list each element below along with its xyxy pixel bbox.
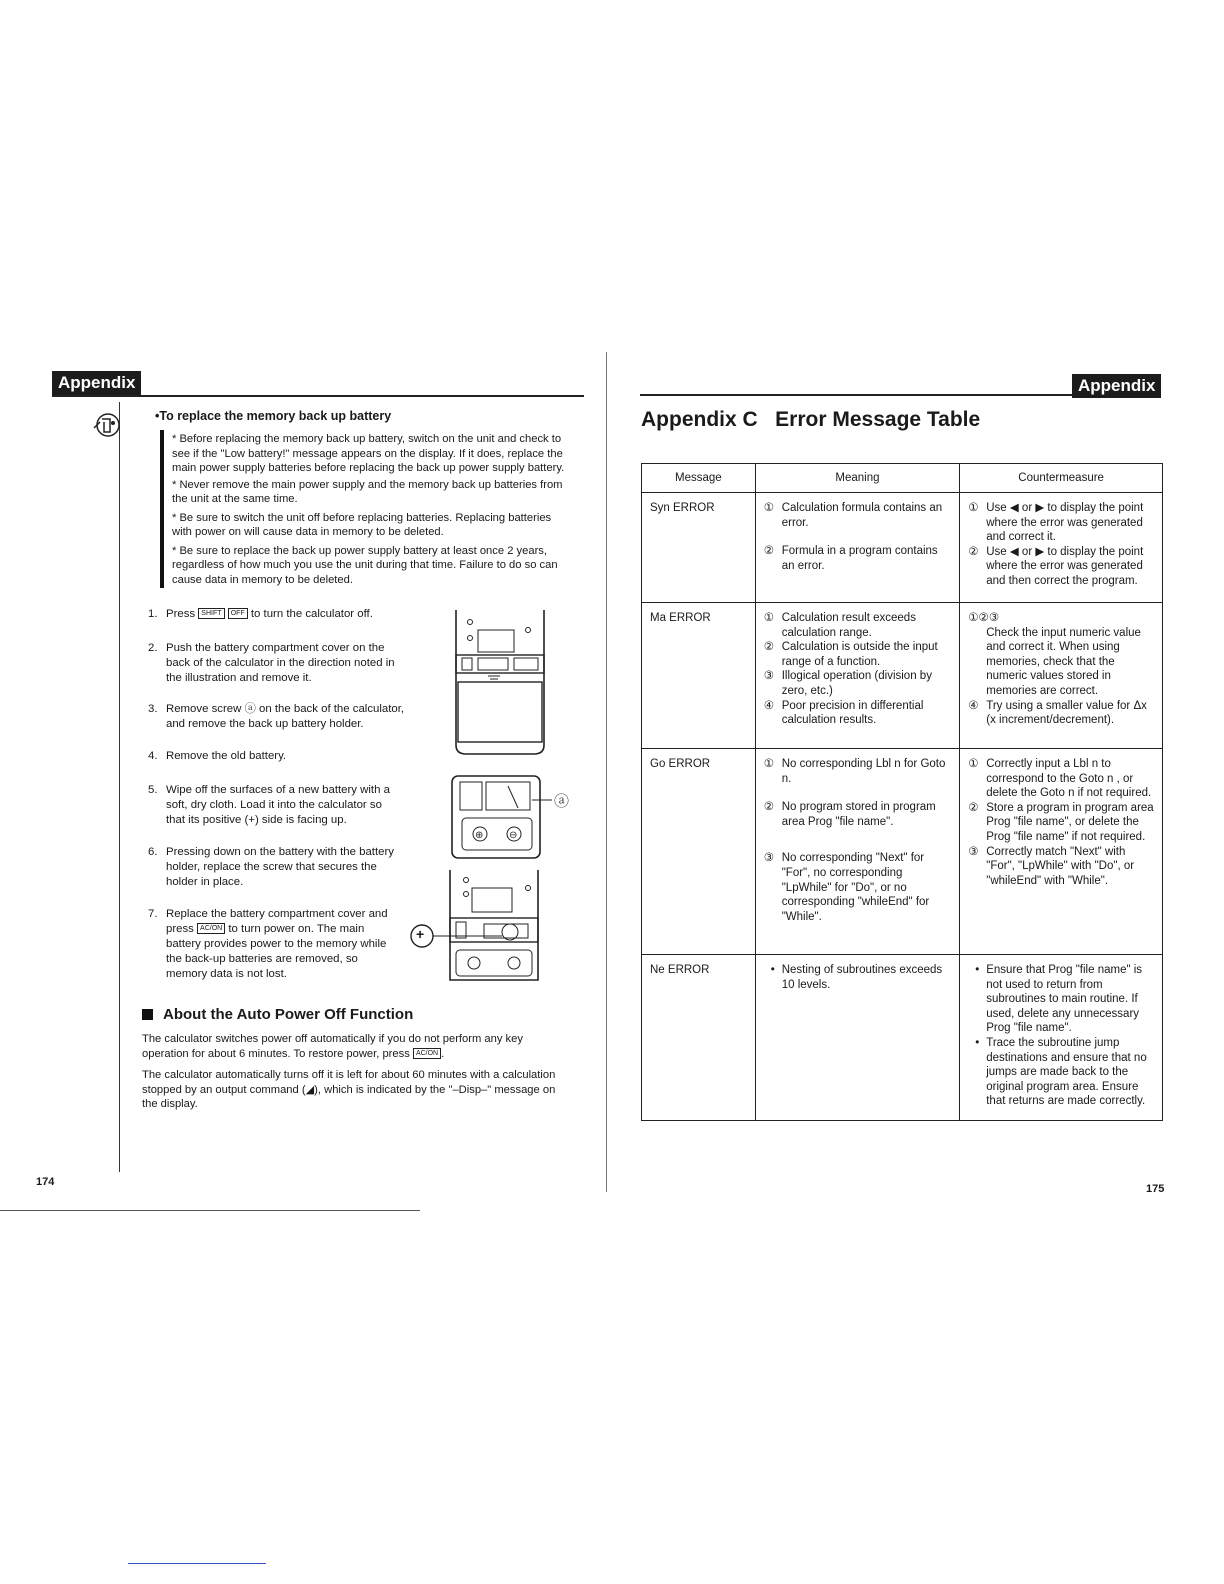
step-number: 3.: [148, 703, 158, 715]
section-heading: [142, 1006, 413, 1023]
table-row: [642, 493, 1163, 603]
page-gutter: [606, 352, 607, 1192]
bullet-icon: •: [770, 964, 775, 976]
page-title: Appendix C Error Message Table: [641, 408, 981, 431]
item-marker: ③: [763, 670, 775, 683]
item-text: No corresponding Lbl n for Goto n.: [781, 758, 946, 785]
square-bullet-icon: [142, 1009, 153, 1020]
item-text: Correctly input a Lbl n to correspond to the Goto n , or delete the Goto n if not required.: [986, 758, 1152, 800]
item-marker: ②: [763, 545, 775, 558]
left-bottom-rule: [0, 1210, 420, 1211]
notice-heading: •To replace the memory back up battery: [155, 409, 392, 423]
item-text: Illogical operation (division by zero, etc.): [781, 670, 932, 697]
page-number-right: 175: [1146, 1183, 1165, 1195]
step-text: to turn power on. The main battery provides power to the memory while the back-up batteries are removed, so memory data is not lost.: [166, 923, 387, 980]
item-marker: ②: [968, 801, 979, 814]
auto-power-paragraph-2: The calculator automatically turns off it is left for about 60 minutes with a calculation stopped by an output command (◢), which is indicated by the "–Disp–" message on the display.: [142, 1069, 556, 1110]
item-marker: ③: [968, 845, 979, 858]
item-text: Store a program in program area Prog "file name", or delete the Prog "file name" if not required.: [986, 801, 1154, 843]
off-key-icon: OFF: [228, 608, 248, 619]
item-marker: [968, 626, 986, 699]
countermeasure-cell: [960, 749, 1163, 955]
notice-item: * Be sure to replace the back up power supply battery at least once 2 years, regardless of how much you use the unit during that time. Failure to do so can cause data in memory to be deleted.: [172, 544, 558, 586]
bullet-icon: •: [975, 1036, 980, 1049]
table-row: [642, 749, 1163, 955]
step-text: Pressing down on the battery with the battery holder, replace the screw that secures the holder in place.: [166, 846, 394, 888]
right-header-tab: Appendix: [1072, 374, 1161, 398]
step-text: to turn the calculator off.: [250, 608, 373, 620]
step-text: Press: [166, 608, 196, 620]
item-text: Poor precision in differential calculation results.: [781, 699, 924, 727]
item-text: Calculation is outside the input range of a function.: [781, 641, 938, 668]
note-icon: [86, 410, 126, 440]
step-text: Replace the battery compartment cover and press: [166, 908, 388, 935]
shift-key-icon: SHIFT: [198, 608, 224, 619]
notice-item: * Before replacing the memory back up battery, switch on the unit and check to see if the "Low battery!" message appears on the display. If it does, replace the main power supply batteries before replacing the back up power supply battery.: [172, 433, 565, 474]
ac-on-key-icon: AC/ON: [413, 1048, 441, 1059]
item-text: Formula in a program contains an error.: [781, 545, 938, 572]
error-message-table: [641, 463, 1163, 1121]
paragraph-text: The calculator switches power off automatically if you do not perform any key operation for about 6 minutes. To restore power, press: [142, 1033, 523, 1060]
step-1: [148, 607, 428, 622]
item-marker-group: ①②③: [968, 612, 1000, 624]
message-cell: Ma ERROR: [642, 603, 756, 749]
svg-text:⊖: ⊖: [509, 830, 518, 841]
meaning-cell: [755, 955, 960, 1121]
step-2: [148, 641, 403, 686]
message-cell: Syn ERROR: [642, 493, 756, 603]
item-text: No program stored in program area Prog "file name".: [781, 801, 936, 828]
step-number: 4.: [148, 750, 158, 762]
item-marker: ③: [763, 852, 775, 865]
message-cell: Go ERROR: [642, 749, 756, 955]
step-text: Remove the old battery.: [166, 750, 287, 762]
step-4: [148, 749, 418, 764]
item-marker: ②: [968, 545, 979, 558]
step-number: 6.: [148, 846, 158, 858]
step-number: 1.: [148, 608, 158, 620]
column-header: Countermeasure: [960, 464, 1163, 493]
step-5: [148, 783, 398, 828]
step-3: [148, 702, 418, 732]
column-header: Meaning: [755, 464, 960, 493]
step-text: Remove screw ⓐ on the back of the calculator, and remove the back up battery holder.: [166, 703, 405, 730]
left-header-tab: Appendix: [52, 371, 141, 395]
ac-on-key-icon: AC/ON: [197, 923, 225, 934]
meaning-cell: [755, 749, 960, 955]
item-text: Calculation formula contains an error.: [781, 502, 943, 529]
step-text: Wipe off the surfaces of a new battery with a soft, dry cloth. Load it into the calculator so that its positive (+) side is facing up.: [166, 784, 390, 826]
item-text: Correctly match "Next" with "For", "LpWhile" with "Do", or "whileEnd" with "While".: [986, 845, 1135, 887]
svg-text:⊕: ⊕: [475, 830, 484, 841]
step-number: 7.: [148, 908, 158, 920]
item-marker: ②: [763, 801, 775, 814]
item-marker: ①: [763, 758, 775, 770]
memory-battery-illustration: [400, 870, 550, 990]
left-header-rule: [52, 395, 584, 397]
column-header: Message: [642, 464, 756, 493]
notice-item: * Never remove the main power supply and the memory back up batteries from the unit at the same time.: [172, 478, 563, 505]
step-number: 5.: [148, 784, 158, 796]
paragraph-text: .: [441, 1047, 445, 1060]
step-number: 2.: [148, 642, 158, 654]
bullet-icon: •: [975, 964, 980, 976]
message-cell: Ne ERROR: [642, 955, 756, 1121]
meaning-cell: [755, 493, 960, 603]
countermeasure-cell: [960, 955, 1163, 1121]
countermeasure-cell: [960, 603, 1163, 749]
item-text: Calculation result exceeds calculation range.: [781, 612, 916, 639]
item-marker: ①: [968, 502, 979, 514]
section-title: About the Auto Power Off Function: [163, 1006, 414, 1023]
item-text: Check the input numeric value and correct it. When using memories, check that the numeric values stored in memories are correct.: [986, 626, 1141, 697]
item-text: No corresponding "Next" for "For", no corresponding "LpWhile" for "Do", or no corresponding "whileEnd" for "While".: [781, 852, 930, 923]
item-marker: ②: [763, 641, 775, 654]
countermeasure-cell: [960, 493, 1163, 603]
item-marker: ④: [763, 699, 775, 712]
notice-item: * Be sure to switch the unit off before replacing batteries. Replacing batteries with power on will cause data in memory to be deleted.: [172, 511, 552, 538]
screw-label: ⓐ: [554, 793, 570, 810]
right-header-rule: [640, 394, 1072, 396]
item-text: Trace the subroutine jump destinations and ensure that no jumps are made back to the original program area. Ensure that returns are made correctly.: [986, 1036, 1147, 1108]
page-number-left: 174: [36, 1176, 55, 1188]
item-text: Use ◀ or ▶ to display the point where the error was generated and then correct the program.: [986, 545, 1144, 587]
table-header-row: [642, 464, 1163, 493]
item-text: Try using a smaller value for Δx (x increment/decrement).: [986, 699, 1147, 727]
step-7: [148, 907, 396, 982]
item-text: Use ◀ or ▶ to display the point where the error was generated and correct it.: [986, 502, 1144, 544]
notice-block: [172, 432, 572, 587]
right-page: [612, 0, 1224, 1584]
battery-holder-illustration: [448, 772, 578, 862]
battery-cover-illustration: [448, 610, 548, 758]
item-text: Nesting of subroutines exceeds 10 levels.: [781, 964, 943, 991]
step-6: [148, 845, 398, 890]
item-marker: ①: [763, 612, 775, 624]
item-text: Ensure that Prog "file name" is not used to return from subroutines to main routine. If used, delete any unnecessary Prog "file name".: [986, 964, 1143, 1035]
item-marker: ④: [968, 699, 979, 712]
item-marker: ①: [763, 502, 775, 514]
notice-bar: [160, 430, 164, 588]
table-row: [642, 955, 1163, 1121]
item-marker: ①: [968, 758, 979, 770]
plus-label: +: [416, 926, 425, 942]
left-margin-line: [119, 402, 120, 1172]
meaning-cell: [755, 603, 960, 749]
auto-power-paragraph-1: [142, 1032, 566, 1061]
left-bottom-link-line: [128, 1563, 266, 1564]
table-row: [642, 603, 1163, 749]
step-text: Push the battery compartment cover on the back of the calculator in the direction noted in the illustration and remove it.: [166, 642, 395, 684]
